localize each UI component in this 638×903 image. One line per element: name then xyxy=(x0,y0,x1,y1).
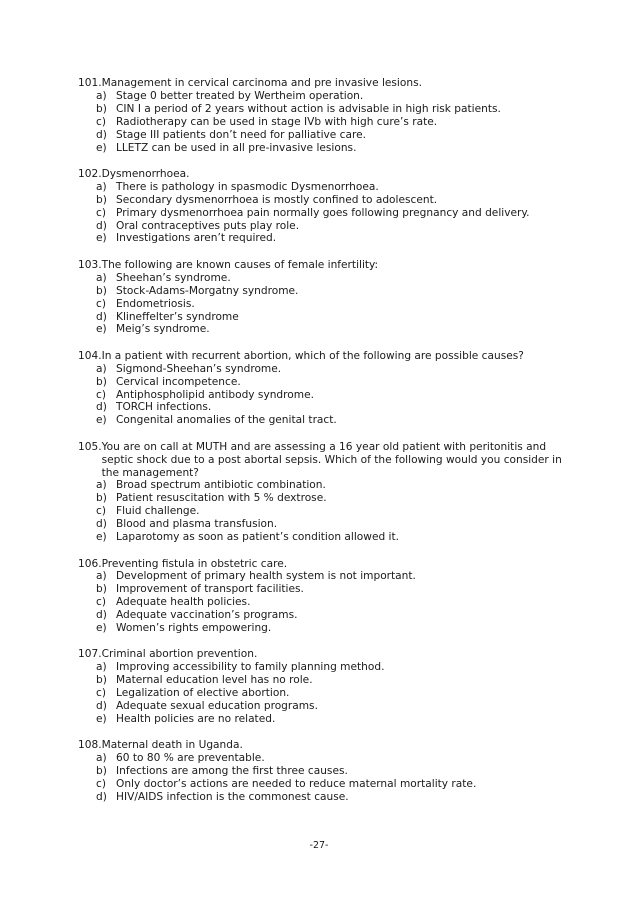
question-number: 103. xyxy=(78,258,102,271)
question-block xyxy=(78,558,578,635)
option-letter: e) xyxy=(96,712,107,725)
question-stem xyxy=(78,168,578,181)
option-text: TORCH infections. xyxy=(116,401,212,414)
option-text: Congenital anomalies of the genital tract. xyxy=(116,414,337,427)
option-item xyxy=(96,207,578,220)
option-item xyxy=(96,103,578,116)
option-text: Laparotomy as soon as patient’s condition allowed it. xyxy=(116,531,400,544)
question-text: Criminal abortion prevention. xyxy=(101,648,258,661)
option-letter: e) xyxy=(96,414,107,427)
option-letter: a) xyxy=(96,661,107,674)
option-item xyxy=(96,596,578,609)
document-page xyxy=(78,77,578,817)
question-text: Dysmenorrhoea. xyxy=(101,167,190,180)
question-block xyxy=(78,259,578,336)
option-text: Stage 0 better treated by Wertheim operation. xyxy=(116,89,364,102)
option-text: HIV/AIDS infection is the commonest cause. xyxy=(116,791,349,803)
question-block xyxy=(78,648,578,725)
options-list xyxy=(78,661,578,726)
option-item xyxy=(96,129,578,142)
option-text: Adequate vaccination’s programs. xyxy=(116,609,298,622)
question-stem xyxy=(78,648,578,661)
option-text: Klineffelter’s syndrome xyxy=(116,310,239,323)
option-item xyxy=(96,661,578,674)
option-letter: a) xyxy=(96,570,107,583)
option-item xyxy=(96,765,578,778)
question-text: You are on call at MUTH and are assessing a 16 year old patient with peritonitis and septic shock due to a post abortal sepsis. Which of the following would you consider in the management? xyxy=(101,440,562,479)
option-item xyxy=(96,752,578,765)
option-text: Patient resuscitation with 5 % dextrose. xyxy=(116,492,327,505)
option-item xyxy=(96,700,578,713)
option-text: Development of primary health system is not important. xyxy=(116,570,416,583)
option-text: Improvement of transport facilities. xyxy=(116,583,304,596)
question-stem xyxy=(78,441,578,480)
option-letter: e) xyxy=(96,323,107,336)
option-item xyxy=(96,194,578,207)
options-list xyxy=(78,479,578,544)
option-item xyxy=(96,778,578,791)
option-text: Legalization of elective abortion. xyxy=(116,687,290,700)
option-letter: b) xyxy=(96,492,107,505)
option-item xyxy=(96,323,578,336)
question-number: 105. xyxy=(78,440,102,453)
option-text: Health policies are no related. xyxy=(116,712,276,725)
question-stem xyxy=(78,739,578,752)
option-letter: d) xyxy=(96,310,107,323)
option-item xyxy=(96,622,578,635)
option-text: Antiphospholipid antibody syndrome. xyxy=(116,388,314,401)
option-letter: d) xyxy=(96,128,107,141)
option-item xyxy=(96,518,578,531)
option-text: Stock-Adams-Morgatny syndrome. xyxy=(116,284,299,297)
option-letter: a) xyxy=(96,362,107,375)
question-text: In a patient with recurrent abortion, which of the following are possible causes? xyxy=(101,349,524,362)
option-item xyxy=(96,311,578,324)
question-block xyxy=(78,441,578,544)
question-block xyxy=(78,168,578,245)
option-item xyxy=(96,401,578,414)
option-text: Secondary dysmenorrhoea is mostly confined to adolescent. xyxy=(116,193,438,206)
option-letter: e) xyxy=(96,141,107,154)
question-stem xyxy=(78,259,578,272)
option-letter: b) xyxy=(96,765,107,778)
option-item xyxy=(96,363,578,376)
option-item xyxy=(96,232,578,245)
options-list xyxy=(78,90,578,155)
option-letter: b) xyxy=(96,102,107,115)
option-item xyxy=(96,220,578,233)
option-text: Primary dysmenorrhoea pain normally goes following pregnancy and delivery. xyxy=(116,206,530,219)
option-item xyxy=(96,492,578,505)
options-list xyxy=(78,570,578,635)
option-item xyxy=(96,389,578,402)
option-text: Oral contraceptives puts play role. xyxy=(116,219,300,232)
question-stem xyxy=(78,350,578,363)
option-letter: d) xyxy=(96,700,107,713)
option-item xyxy=(96,609,578,622)
option-letter: e) xyxy=(96,622,107,635)
option-item xyxy=(96,531,578,544)
option-letter: d) xyxy=(96,219,107,232)
question-text: Maternal death in Uganda. xyxy=(101,739,243,752)
option-item xyxy=(96,583,578,596)
question-text: Management in cervical carcinoma and pre invasive lesions. xyxy=(101,77,422,89)
option-item xyxy=(96,272,578,285)
option-text: Broad spectrum antibiotic combination. xyxy=(116,479,326,492)
option-letter: a) xyxy=(96,89,107,102)
option-text: LLETZ can be used in all pre-invasive lesions. xyxy=(116,141,357,154)
option-item xyxy=(96,791,578,804)
option-text: Only doctor’s actions are needed to reduce maternal mortality rate. xyxy=(116,778,477,791)
option-text: Improving accessibility to family planning method. xyxy=(116,661,385,674)
option-text: Sheehan’s syndrome. xyxy=(116,271,231,284)
option-letter: a) xyxy=(96,479,107,492)
question-text: The following are known causes of female infertility: xyxy=(101,258,379,271)
option-text: Investigations aren’t required. xyxy=(116,232,277,245)
option-letter: b) xyxy=(96,674,107,687)
option-letter: c) xyxy=(96,297,106,310)
option-text: Meig’s syndrome. xyxy=(116,323,210,336)
option-letter: d) xyxy=(96,791,107,803)
page-number: -27- xyxy=(309,840,329,851)
options-list xyxy=(78,363,578,428)
question-stem xyxy=(78,558,578,571)
option-letter: b) xyxy=(96,583,107,596)
option-letter: c) xyxy=(96,206,106,219)
option-text: CIN I a period of 2 years without action is advisable in high risk patients. xyxy=(116,102,501,115)
question-number: 102. xyxy=(78,167,102,180)
option-item xyxy=(96,479,578,492)
options-list xyxy=(78,272,578,337)
option-letter: d) xyxy=(96,518,107,531)
option-text: Cervical incompetence. xyxy=(116,375,241,388)
option-item xyxy=(96,687,578,700)
options-list xyxy=(78,752,578,804)
option-item xyxy=(96,570,578,583)
question-text: Preventing fistula in obstetric care. xyxy=(101,557,288,570)
option-item xyxy=(96,285,578,298)
option-text: There is pathology in spasmodic Dysmenorrhoea. xyxy=(116,180,379,193)
option-text: Women’s rights empowering. xyxy=(116,622,272,635)
option-letter: a) xyxy=(96,180,107,193)
option-letter: d) xyxy=(96,401,107,414)
option-letter: c) xyxy=(96,505,106,518)
option-text: Adequate sexual education programs. xyxy=(116,700,318,713)
option-item xyxy=(96,713,578,726)
question-stem xyxy=(78,77,578,90)
option-letter: c) xyxy=(96,687,106,700)
option-item xyxy=(96,90,578,103)
question-block xyxy=(78,77,578,154)
question-number: 107. xyxy=(78,648,102,661)
option-text: Radiotherapy can be used in stage IVb with high cure’s rate. xyxy=(116,115,438,128)
option-item xyxy=(96,414,578,427)
option-letter: a) xyxy=(96,752,107,765)
option-item xyxy=(96,142,578,155)
option-letter: c) xyxy=(96,388,106,401)
option-text: Blood and plasma transfusion. xyxy=(116,518,278,531)
option-item xyxy=(96,298,578,311)
option-letter: b) xyxy=(96,284,107,297)
option-text: Stage III patients don’t need for palliative care. xyxy=(116,128,367,141)
option-item xyxy=(96,181,578,194)
option-item xyxy=(96,674,578,687)
option-text: Fluid challenge. xyxy=(116,505,200,518)
option-item xyxy=(96,505,578,518)
option-letter: b) xyxy=(96,375,107,388)
option-letter: d) xyxy=(96,609,107,622)
question-number: 101. xyxy=(78,77,102,89)
option-letter: b) xyxy=(96,193,107,206)
question-number: 108. xyxy=(78,739,102,752)
option-item xyxy=(96,376,578,389)
option-text: Infections are among the first three causes. xyxy=(116,765,348,778)
option-letter: c) xyxy=(96,596,106,609)
option-text: Maternal education level has no role. xyxy=(116,674,313,687)
option-letter: e) xyxy=(96,232,107,245)
option-text: Adequate health policies. xyxy=(116,596,251,609)
option-text: Sigmond-Sheehan’s syndrome. xyxy=(116,362,282,375)
question-number: 104. xyxy=(78,349,102,362)
option-text: 60 to 80 % are preventable. xyxy=(116,752,265,765)
option-letter: a) xyxy=(96,271,107,284)
question-number: 106. xyxy=(78,557,102,570)
question-block xyxy=(78,739,578,804)
option-letter: e) xyxy=(96,531,107,544)
question-block xyxy=(78,350,578,427)
option-item xyxy=(96,116,578,129)
options-list xyxy=(78,181,578,246)
option-letter: c) xyxy=(96,778,106,791)
option-letter: c) xyxy=(96,115,106,128)
option-text: Endometriosis. xyxy=(116,297,195,310)
